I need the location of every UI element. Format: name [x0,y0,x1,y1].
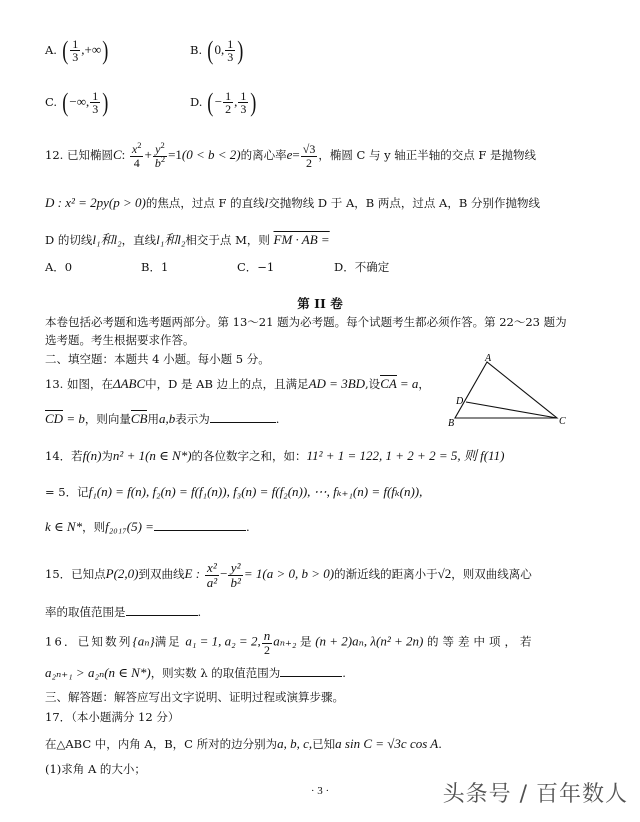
q13-line1: 13. 如图，在ΔABC中，D 是 AB 边上的点，且满足AD = 3BD,设CA = a， [45,376,430,391]
option-row-ab: A. ( $\frac{1}{3}$ ,+∞) [45,36,109,65]
fraction: $\frac{\text{y²}}{\text{b²}}$ [230,560,241,590]
q12-line3: D 的切线l₁和l₂，直线l₁和l₂相交于点 M，则 FM · AB = [45,232,330,247]
option-c: C. (−∞, $\frac{1}{3}$ ) [45,88,109,117]
fraction: $\frac{\text{x²}}{\text{a²}}$ [206,560,218,590]
vertex-label-d: D [456,396,464,407]
q14-line3: k ∈ N*，则f₂₀₁₇(5) = . [45,519,250,534]
option-d: D. (− $\frac{1}{2}$ , $\frac{1}{3}$ ) [190,88,257,117]
q15-line2: 率的取值范围是 . [45,605,202,619]
option-a-label: A. [45,42,57,57]
fraction: $\frac{1}{3}$ [240,88,247,117]
fraction: $\frac{1}{3}$ [92,88,99,117]
q12-line2: D : x² = 2py(p > 0)的焦点，过点 F 的直线l交抛物线 D 于 A，B 两点，过点 A，B 分别作抛物线 [45,195,540,210]
answer-blank [210,410,276,423]
answer-blank [280,664,342,677]
option-b: B. (0, $\frac{1}{3}$ ) [190,36,244,65]
section-fill-blank: 二、填空题：本题共 4 小题。每小题 5 分。 [45,352,270,366]
option-c-label: C. [45,94,58,109]
fraction: $\frac{y^2}{b^2}$ [154,140,166,170]
vertex-label-b: B [448,418,455,429]
q14-line1: 14．若f(n)为n² + 1(n ∈ N*)的各位数字之和，如：11² + 1 = 122, 1 + 2 + 2 = 5, 则 f(11) [45,448,505,463]
vector-expression: FM · AB = [273,232,330,247]
part-intro-1: 本卷包括必考题和选考题两部分。第 13～21 题为必考题。每个试题考生都必须作答。第 22～23 题为 [45,315,567,329]
answer-blank [126,603,198,616]
part-intro-2: 选考题。考生根据要求作答。 [45,333,195,347]
q17-sub1: (1)求角 A 的大小； [45,762,146,776]
q16-line1: 16．已知数列{aₙ}满足 a₁ = 1, a₂ = 2, $\frac{n}{2}$ aₙ₊₂ 是 (n + 2)aₙ, λ(n² + 2n) 的等差中项，若 [45,628,536,657]
q15-line1: 15．已知点P(2,0)到双曲线E : $\frac{\text{x²}}{\text{a²}}$ − $\frac{\text{y²}}{\text{b²}}$ = 1(a > 0, b > 0)的渐近线的距离小于√2，则双曲线离心 [45,560,532,590]
q13-line2: CD = b，则向量CB用a,b表示为 . [45,411,280,426]
q14-line2: = 5．记f₁(n) = f(n), f₂(n) = f(f₁(n)), f₃(n) = f(f₂(n)), ⋯, fₖ₊₁(n) = f(fₖ(n)), [45,484,423,499]
triangle-figure [440,352,570,434]
fraction: $\frac{x^2}{4}$ [131,140,142,170]
q17-header: 17．（本小题满分 12 分） [45,710,180,724]
q12-line1: 12. 已知椭圆C: $\frac{x^2}{4}$ + $\frac{y^2}{b^2}$ =1(0 < b < 2)的离心率e= $\frac{√3}{2}$ ，椭圆 C 与 y 轴正半轴的交点 F 是抛物线 [45,140,537,170]
section-solutions: 三、解答题：解答应写出文字说明、证明过程或演算步骤。 [45,690,344,704]
vertex-label-a: A [485,353,492,364]
fraction: $\frac{n}{2}$ [263,628,271,657]
q16-line2: a₂ₙ₊₁ > a₂ₙ(n ∈ N*)，则实数 λ 的取值范围为 . [45,665,346,680]
fraction: $\frac{√3}{2}$ [302,142,316,170]
q12-options: A．0 [45,260,73,274]
vertex-label-c: C [559,416,566,427]
answer-blank [154,518,246,531]
fraction: $\frac{1}{3}$ [72,36,79,65]
part-title: 第 II 卷 [297,296,343,311]
fraction: $\frac{1}{2}$ [225,88,232,117]
option-d-label: D. [190,94,203,109]
fraction: $\frac{1}{3}$ [227,36,234,65]
option-b-label: B. [190,42,203,57]
watermark: 头条号 / 百年数人 [442,782,628,808]
page-number: · 3 · [310,785,330,797]
q17-line: 在△ABC 中，内角 A，B，C 所对的边分别为a, b, c,已知a sin C = √3c cos A. [45,736,442,751]
